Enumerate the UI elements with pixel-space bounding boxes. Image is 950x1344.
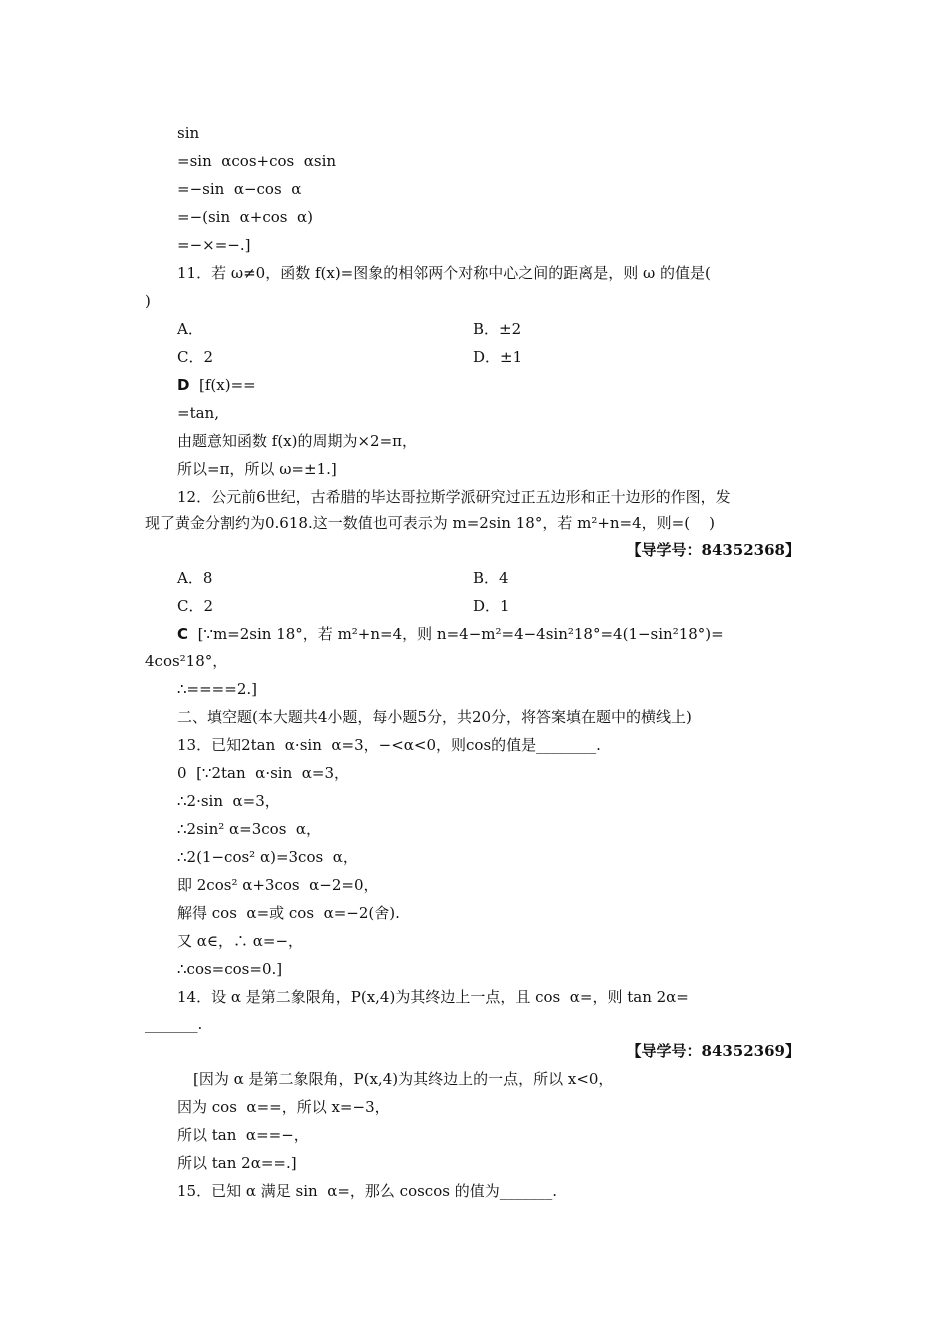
text-line: ∴2·sin α=3，: [177, 792, 280, 810]
text-line: 由题意知函数 f(x)的周期为×2=π，: [177, 432, 418, 450]
text-line: 4cos²18°，: [145, 652, 228, 670]
option-c: C．2: [177, 597, 214, 615]
text-line: =−×=−.]: [177, 236, 251, 254]
answer-line: [177, 375, 256, 395]
text-line: 0 [∵2tan α·sin α=3，: [177, 764, 350, 782]
guide-number-tag: 【导学号：84352369】: [626, 1042, 800, 1060]
answer-text: [f(x)==: [199, 376, 256, 394]
text-line: sin: [177, 124, 200, 142]
text-line: =sin αcos+cos αsin: [177, 152, 337, 170]
option-a: A．8: [177, 569, 213, 587]
text-line: =−sin α−cos α: [177, 180, 302, 198]
text-line: 因为 cos α==，所以 x=−3，: [177, 1098, 390, 1116]
option-d: D．1: [473, 597, 510, 615]
question-15: 15．已知 α 满足 sin α=，那么 coscos 的值为_______.: [177, 1182, 557, 1200]
text-line: ∴2(1−cos² α)=3cos α，: [177, 848, 358, 866]
option-c: C．2: [177, 348, 214, 366]
text-line: =tan,: [177, 404, 219, 422]
section-heading: 二、填空题(本大题共4小题，每小题5分，共20分，将答案填在题中的横线上): [177, 708, 692, 726]
text-line: ∴2sin² α=3cos α，: [177, 820, 322, 838]
text-line: [因为 α 是第二象限角，P(x,4)为其终边上的一点，所以 x<0，: [193, 1070, 614, 1088]
text-line: ∴cos=cos=0.]: [177, 960, 283, 978]
question-13: 13．已知2tan α·sin α=3，−<α<0，则cos的值是________.: [177, 736, 601, 754]
text-line: 所以 tan α==−，: [177, 1126, 309, 1144]
answer-line: [177, 624, 724, 644]
question-14-cont: _______.: [145, 1015, 203, 1033]
question-11-cont: ): [145, 292, 151, 310]
text-line: 所以 tan 2α==.]: [177, 1154, 297, 1172]
question-14: 14．设 α 是第二象限角，P(x,4)为其终边上一点，且 cos α=，则 tan 2α=: [177, 988, 689, 1006]
question-12: 12．公元前6世纪，古希腊的毕达哥拉斯学派研究过正五边形和正十边形的作图，发: [177, 488, 731, 506]
guide-number-tag: 【导学号：84352368】: [626, 541, 800, 559]
answer-letter: C: [177, 625, 189, 643]
option-b: B．4: [473, 569, 509, 587]
option-d: D．±1: [473, 348, 523, 366]
text-line: 又 α∈，∴ α=−，: [177, 932, 304, 950]
text-line: 解得 cos α=或 cos α=−2(舍).: [177, 904, 400, 922]
option-a: A．: [177, 320, 203, 338]
answer-letter: D: [177, 376, 190, 394]
answer-text: [∵m=2sin 18°，若 m²+n=4，则 n=4−m²=4−4sin²18°=4(1−sin²18°)=: [197, 625, 724, 643]
text-line: ∴====2.]: [177, 680, 257, 698]
text-line: =−(sin α+cos α): [177, 208, 314, 226]
text-line: 即 2cos² α+3cos α−2=0，: [177, 876, 379, 894]
text-line: 所以=π，所以 ω=±1.]: [177, 460, 337, 478]
question-11: 11．若 ω≠0，函数 f(x)=图象的相邻两个对称中心之间的距离是，则 ω 的值是(: [177, 264, 711, 282]
option-b: B．±2: [473, 320, 522, 338]
question-12-cont: 现了黄金分割约为0.618.这一数值也可表示为 m=2sin 18°，若 m²+n=4，则=( ): [145, 514, 716, 532]
